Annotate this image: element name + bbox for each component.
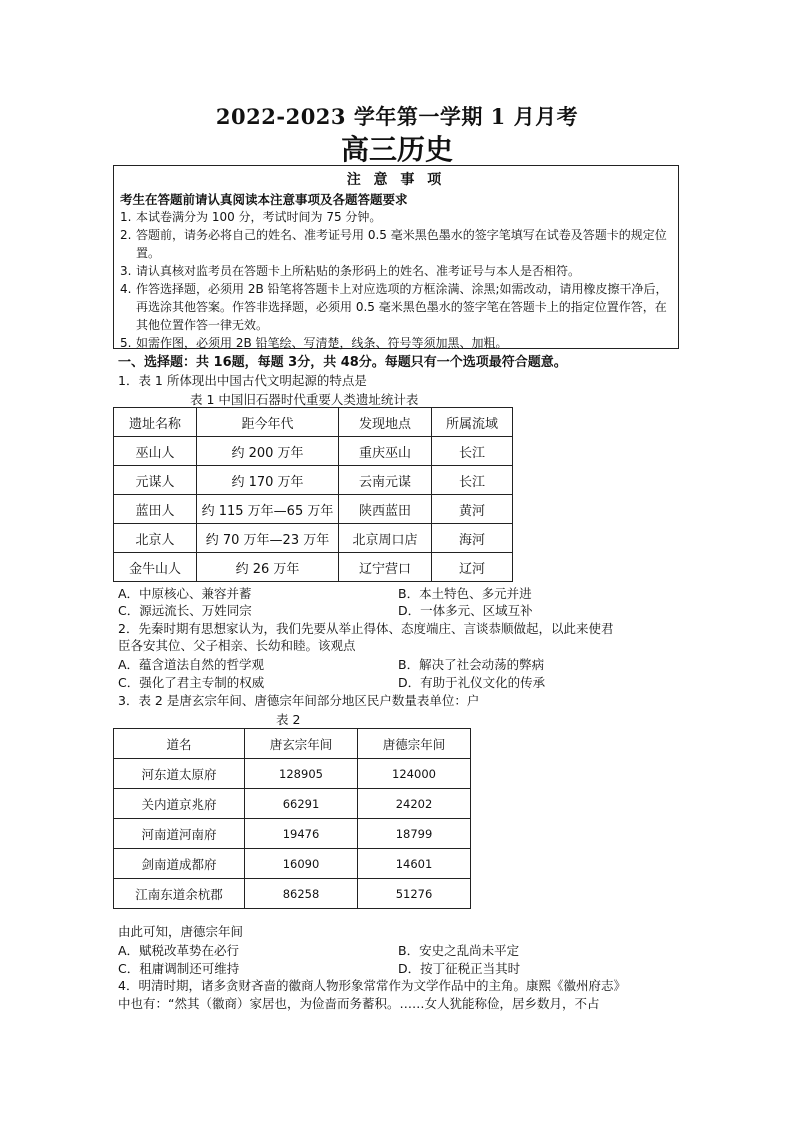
table-row bbox=[114, 819, 471, 849]
table-cell: 长江 bbox=[432, 437, 513, 466]
table-header-cell: 距今年代 bbox=[197, 408, 339, 437]
q1-table-caption: 表 1 中国旧石器时代重要人类遗址统计表 bbox=[190, 392, 419, 407]
table-row bbox=[114, 759, 471, 789]
table-cell: 金牛山人 bbox=[114, 553, 197, 582]
table-cell: 辽宁营口 bbox=[339, 553, 432, 582]
table-cell: 蓝田人 bbox=[114, 495, 197, 524]
table-header-cell: 唐玄宗年间 bbox=[245, 729, 358, 759]
table-cell: 约 70 万年—23 万年 bbox=[197, 524, 339, 553]
table-row bbox=[114, 466, 513, 495]
q3-option-d: D．按丁征税正当其时 bbox=[398, 961, 521, 976]
notice-requirement: 考生在答题前请认真阅读本注意事项及各题答题要求 bbox=[120, 192, 408, 207]
q4-stem-line2: 中也有：“然其（徽商）家居也，为俭啬而务蓄积。……女人犹能称俭，居乡数月，不占 bbox=[118, 996, 600, 1011]
table-cell: 元谋人 bbox=[114, 466, 197, 495]
table-row bbox=[114, 879, 471, 909]
notice-item: 4. 作答选择题，必须用 2B 铅笔将答题卡上对应选项的方框涂满、涂黑;如需改动，请用橡皮擦干净后，再选涂其他答案。作答非选择题，必须用 0.5 毫米黑色墨水的签字笔在答题卡上的指定位置作答，在其他位置作答一律无效。 bbox=[120, 282, 668, 332]
q2-stem-line1: 2．先秦时期有思想家认为，我们先要从举止得体、态度端庄、言谈恭顺做起，以此来使君 bbox=[118, 621, 614, 636]
table-cell: 19476 bbox=[245, 819, 358, 849]
q2-stem-line2: 臣各安其位、父子相亲、长幼和睦。该观点 bbox=[118, 638, 356, 653]
table-cell: 陕西蓝田 bbox=[339, 495, 432, 524]
q1-option-d: D．一体多元、区域互补 bbox=[398, 603, 533, 618]
q1-table bbox=[113, 407, 513, 582]
q4-stem-line1: 4．明清时期，诸多贪财吝啬的徽商人物形象常常作为文学作品中的主角。康熙《徽州府志》 bbox=[118, 978, 626, 993]
table-cell: 北京人 bbox=[114, 524, 197, 553]
table-cell: 66291 bbox=[245, 789, 358, 819]
table-cell: 江南东道余杭郡 bbox=[114, 879, 245, 909]
table-header-row bbox=[114, 408, 513, 437]
notice-item: 5. 如需作图，必须用 2B 铅笔绘、写清楚，线条、符号等须加黑、加粗。 bbox=[120, 336, 508, 350]
table-cell: 18799 bbox=[358, 819, 471, 849]
table-cell: 24202 bbox=[358, 789, 471, 819]
table-header-cell: 道名 bbox=[114, 729, 245, 759]
table-row bbox=[114, 553, 513, 582]
table-cell: 124000 bbox=[358, 759, 471, 789]
table-header-cell: 遗址名称 bbox=[114, 408, 197, 437]
q3-option-a: A．赋税改革势在必行 bbox=[118, 943, 240, 958]
table-header-row bbox=[114, 729, 471, 759]
table-cell: 14601 bbox=[358, 849, 471, 879]
table-header-cell: 唐德宗年间 bbox=[358, 729, 471, 759]
table-cell: 128905 bbox=[245, 759, 358, 789]
q1-option-c: C．源远流长、万姓同宗 bbox=[118, 603, 252, 618]
table-cell: 重庆巫山 bbox=[339, 437, 432, 466]
q2-option-b: B．解决了社会动荡的弊病 bbox=[398, 657, 545, 672]
table-row bbox=[114, 789, 471, 819]
table-cell: 河南道河南府 bbox=[114, 819, 245, 849]
q1-option-b: B．本土特色、多元并进 bbox=[398, 586, 532, 601]
q2-option-c: C．强化了君主专制的权威 bbox=[118, 675, 265, 690]
q2-option-d: D．有助于礼仪文化的传承 bbox=[398, 675, 546, 690]
table-row bbox=[114, 437, 513, 466]
q3-option-b: B．安史之乱尚未平定 bbox=[398, 943, 520, 958]
table-cell: 河东道太原府 bbox=[114, 759, 245, 789]
table-cell: 辽河 bbox=[432, 553, 513, 582]
table-header-cell: 所属流域 bbox=[432, 408, 513, 437]
notice-list bbox=[114, 208, 678, 352]
q2-option-a: A．蕴含道法自然的哲学观 bbox=[118, 657, 265, 672]
q3-stem: 3．表 2 是唐玄宗年间、唐德宗年间部分地区民户数量表单位：户 bbox=[118, 693, 480, 708]
table-cell: 关内道京兆府 bbox=[114, 789, 245, 819]
table-header-cell: 发现地点 bbox=[339, 408, 432, 437]
table-cell: 86258 bbox=[245, 879, 358, 909]
table-cell: 16090 bbox=[245, 849, 358, 879]
table-cell: 云南元谋 bbox=[339, 466, 432, 495]
table-row bbox=[114, 524, 513, 553]
table-row bbox=[114, 495, 513, 524]
q3-option-c: C．租庸调制还可维持 bbox=[118, 961, 240, 976]
table-row bbox=[114, 849, 471, 879]
table-cell: 黄河 bbox=[432, 495, 513, 524]
q1-option-a: A．中原核心、兼容并蓄 bbox=[118, 586, 252, 601]
table-cell: 海河 bbox=[432, 524, 513, 553]
table-cell: 约 170 万年 bbox=[197, 466, 339, 495]
notice-item: 3. 请认真核对监考员在答题卡上所粘贴的条形码上的姓名、准考证号与本人是否相符。 bbox=[120, 264, 581, 278]
exam-title: 2022-2023 学年第一学期 1 月月考 bbox=[215, 104, 579, 129]
q3-table bbox=[113, 728, 471, 909]
q3-table-caption: 表 2 bbox=[276, 712, 301, 727]
section-heading: 一、选择题：共 16题，每题 3分，共 48分。每题只有一个选项最符合题意。 bbox=[118, 355, 567, 370]
notice-item: 1. 本试卷满分为 100 分，考试时间为 75 分钟。 bbox=[120, 210, 382, 224]
table-cell: 51276 bbox=[358, 879, 471, 909]
q1-stem: 1．表 1 所体现出中国古代文明起源的特点是 bbox=[118, 373, 367, 388]
notice-title: 注 意 事 项 bbox=[346, 172, 446, 188]
notice-box bbox=[113, 165, 679, 349]
subject-title: 高三历史 bbox=[340, 133, 453, 166]
table-cell: 剑南道成都府 bbox=[114, 849, 245, 879]
notice-item: 2. 答题前，请务必将自己的姓名、准考证号用 0.5 毫米黑色墨水的签字笔填写在试卷及答题卡的规定位置。 bbox=[120, 228, 667, 260]
table-cell: 巫山人 bbox=[114, 437, 197, 466]
table-cell: 约 115 万年—65 万年 bbox=[197, 495, 339, 524]
table-cell: 长江 bbox=[432, 466, 513, 495]
q3-conclusion: 由此可知，唐德宗年间 bbox=[118, 924, 244, 939]
table-cell: 北京周口店 bbox=[339, 524, 432, 553]
table-cell: 约 200 万年 bbox=[197, 437, 339, 466]
table-cell: 约 26 万年 bbox=[197, 553, 339, 582]
